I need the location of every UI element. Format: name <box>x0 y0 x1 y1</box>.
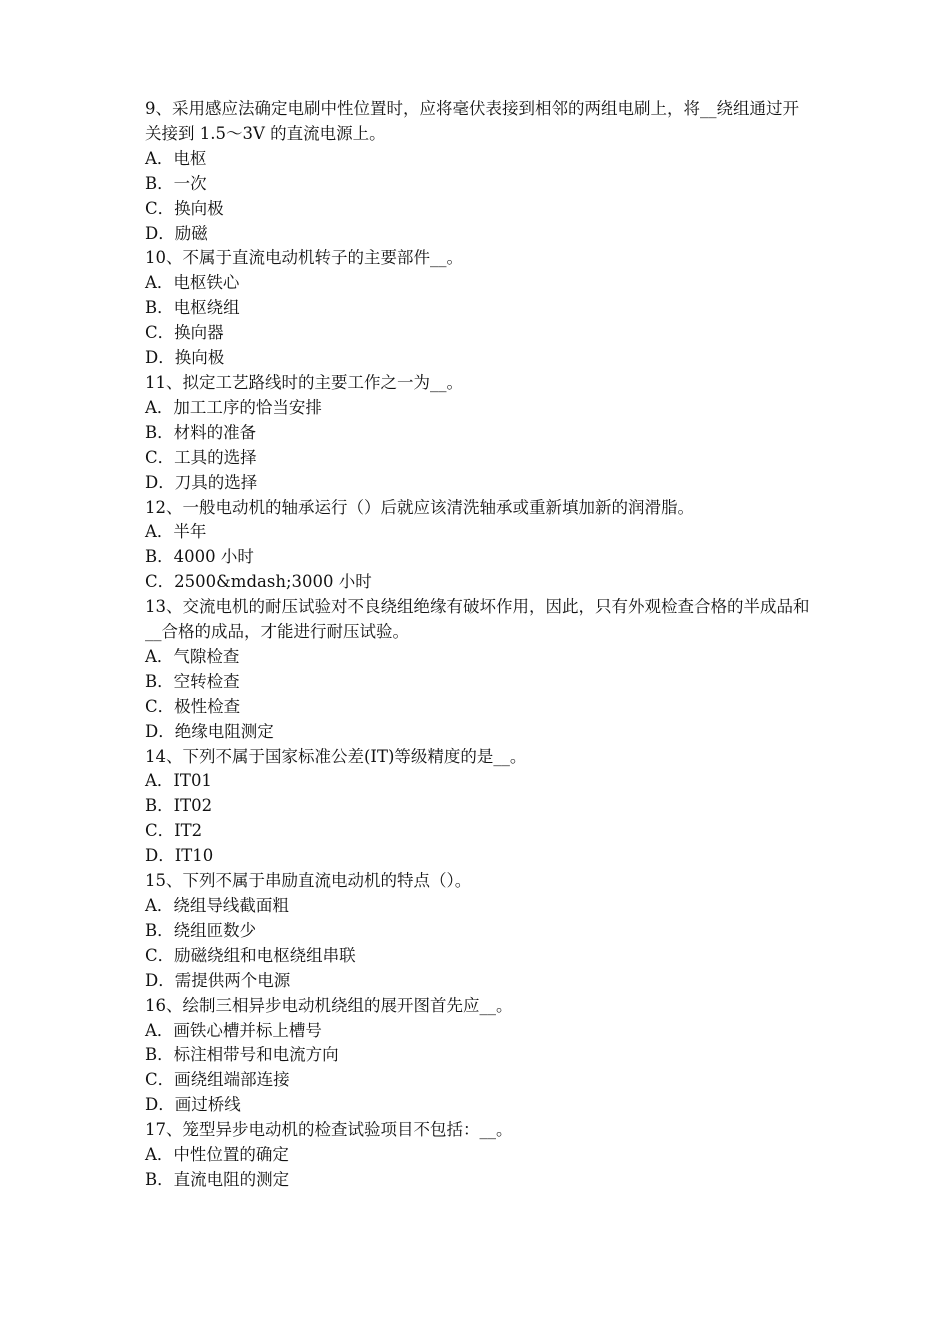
answer-option: B．电枢绕组 <box>145 298 240 318</box>
question-block <box>145 246 810 371</box>
answer-option: C．工具的选择 <box>145 447 257 467</box>
question-block <box>145 869 810 994</box>
answer-option: D．换向极 <box>145 348 225 368</box>
answer-option: C．换向极 <box>145 198 224 218</box>
answer-option: A．画铁心槽并标上槽号 <box>145 1020 322 1040</box>
question-stem: 16、绘制三相异步电动机绕组的展开图首先应__。 <box>145 995 513 1015</box>
question-stem: 14、下列不属于国家标准公差(IT)等级精度的是__。 <box>145 746 527 766</box>
question-block <box>145 371 810 496</box>
answer-option: A．绕组导线截面粗 <box>145 896 289 915</box>
answer-option: B．直流电阻的测定 <box>145 1169 290 1189</box>
answer-option: C．极性检查 <box>145 696 241 716</box>
question-block <box>145 97 810 246</box>
answer-option: C．2500&mdash;3000 小时 <box>145 572 372 592</box>
answer-option: B．4000 小时 <box>145 547 254 567</box>
answer-option: D．绝缘电阻测定 <box>145 721 274 741</box>
answer-option: D．IT10 <box>145 846 214 866</box>
answer-option: B．IT02 <box>145 796 213 816</box>
question-block <box>145 595 810 744</box>
answer-option: B．标注相带号和电流方向 <box>145 1045 339 1065</box>
question-stem: 17、笼型异步电动机的检查试验项目不包括：__。 <box>145 1120 513 1140</box>
answer-option: D．需提供两个电源 <box>145 970 291 990</box>
document-page <box>145 97 810 1193</box>
answer-option: A．加工工序的恰当安排 <box>145 397 322 417</box>
answer-option: B．一次 <box>145 173 207 193</box>
answer-option: A．电枢铁心 <box>145 273 240 293</box>
question-block <box>145 745 810 870</box>
answer-option: C．励磁绕组和电枢绕组串联 <box>145 945 356 965</box>
answer-option: A．IT01 <box>145 771 212 791</box>
answer-option: A．半年 <box>145 522 207 542</box>
question-stem: 12、一般电动机的轴承运行（）后就应该清洗轴承或重新填加新的润滑脂。 <box>145 497 694 517</box>
answer-option: B．绕组匝数少 <box>145 920 257 940</box>
question-block <box>145 994 810 1119</box>
question-block <box>145 1118 810 1193</box>
answer-option: C．换向器 <box>145 323 224 343</box>
question-block <box>145 496 810 596</box>
answer-option: B．材料的准备 <box>145 422 257 442</box>
answer-option: B．空转检查 <box>145 671 240 691</box>
question-stem: 10、不属于直流电动机转子的主要部件__。 <box>145 248 463 268</box>
question-stem: 15、下列不属于串励直流电动机的特点（）。 <box>145 871 472 891</box>
answer-option: A．中性位置的确定 <box>145 1145 289 1165</box>
question-stem: 11、拟定工艺路线时的主要工作之一为__。 <box>145 372 463 392</box>
answer-option: D．画过桥线 <box>145 1095 241 1115</box>
answer-option: C．IT2 <box>145 821 203 841</box>
question-stem: 9、采用感应法确定电刷中性位置时，应将毫伏表接到相邻的两组电刷上，将__绕组通过开关接到 1.5～3V 的直流电源上。 <box>145 99 799 143</box>
answer-option: D．刀具的选择 <box>145 472 258 492</box>
answer-option: D．励磁 <box>145 223 208 243</box>
answer-option: A．气隙检查 <box>145 646 240 666</box>
question-stem: 13、交流电机的耐压试验对不良绕组绝缘有破坏作用，因此，只有外观检查合格的半成品和__合格的成品，才能进行耐压试验。 <box>145 597 810 642</box>
answer-option: A．电枢 <box>145 148 207 168</box>
answer-option: C．画绕组端部连接 <box>145 1070 290 1090</box>
